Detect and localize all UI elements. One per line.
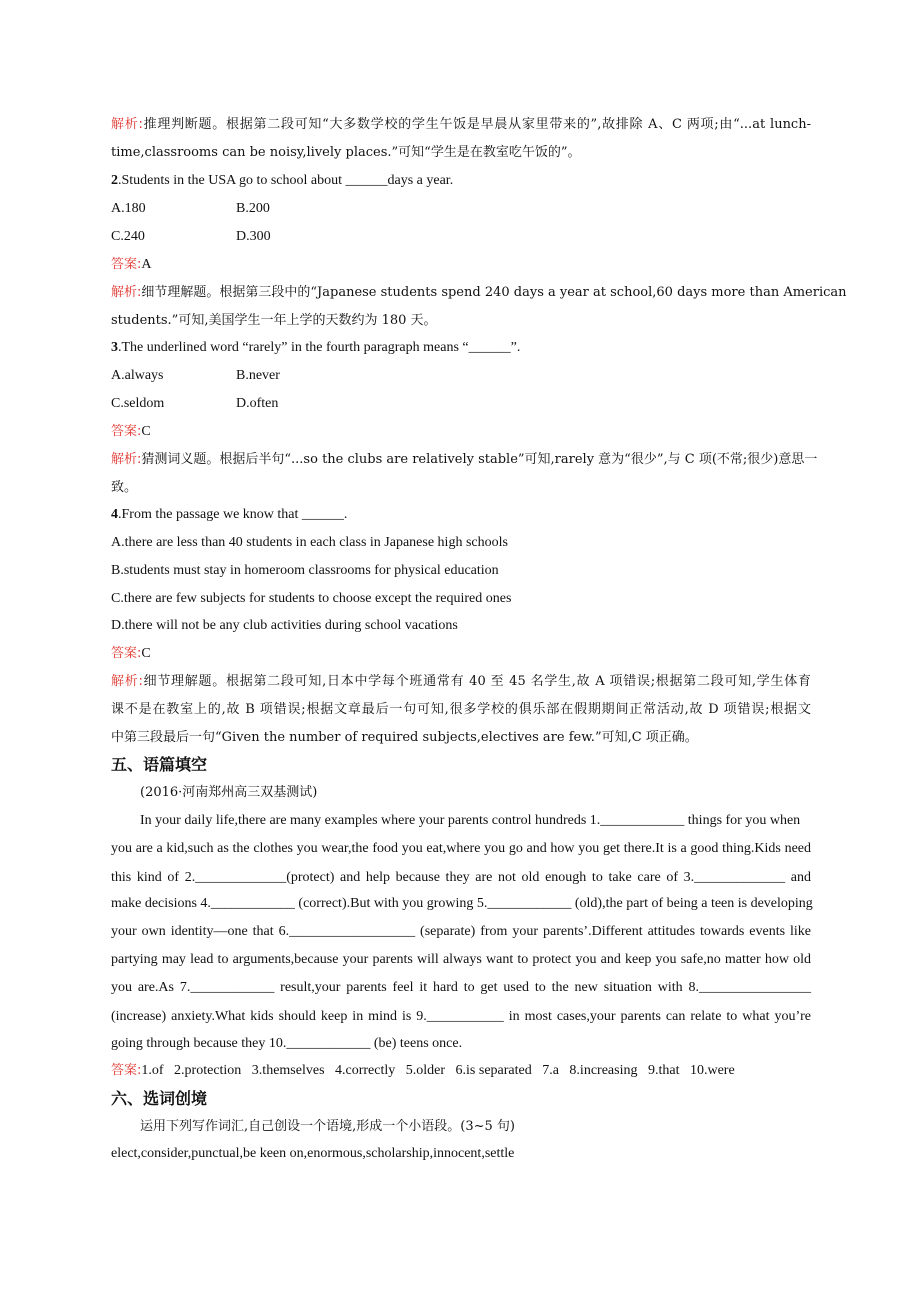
q4-option-c: C.there are few subjects for students to choose except the required ones bbox=[111, 591, 512, 606]
q4-stem bbox=[111, 505, 811, 525]
section-6-title: 六、选词创境 bbox=[111, 1089, 208, 1108]
question-number: 2 bbox=[111, 173, 118, 188]
q2-stem bbox=[111, 171, 811, 191]
q3-analysis-line-1 bbox=[111, 450, 818, 470]
section-5-source: (2016·河南郑州高三双基测试) bbox=[140, 785, 318, 800]
q2-option-c: C.240 bbox=[111, 229, 145, 244]
analysis-tag: 解析: bbox=[111, 117, 143, 132]
passage-line-4: make decisions 4.____________ (correct).But with you growing 5.____________ (old),the part of being a teen is developing bbox=[111, 896, 813, 911]
q4-answer bbox=[111, 644, 811, 664]
q2-option-a: A.180 bbox=[111, 201, 146, 216]
q3-answer bbox=[111, 422, 811, 442]
q2-answer bbox=[111, 255, 811, 275]
q4-analysis-line-1 bbox=[111, 672, 811, 692]
passage-line-6: partying may lead to arguments,because your parents will always want to protect you and keep you safe,no matter how old bbox=[111, 952, 811, 967]
section-6-word-list: elect,consider,punctual,be keen on,enormous,scholarship,innocent,settle bbox=[111, 1146, 515, 1161]
answer-value: C bbox=[141, 646, 151, 661]
passage-line-7: you are.As 7.____________ result,your parents feel it hard to get used to the new situation with 8.________________ bbox=[111, 980, 811, 995]
q1-analysis-line-1 bbox=[111, 115, 811, 135]
q3-analysis-line-2 bbox=[111, 478, 811, 498]
answer-tag: 答案: bbox=[111, 257, 142, 272]
analysis-text: 猜测词义题。根据后半句“...so the clubs are relatively stable”可知,rarely 意为“很少”,与 C 项(不常;很少)意思一 bbox=[141, 452, 818, 467]
answer-tag: 答案: bbox=[111, 646, 142, 661]
q1-analysis-line-2 bbox=[111, 143, 811, 163]
q2-option-b: B.200 bbox=[236, 201, 270, 216]
question-text: .From the passage we know that ______. bbox=[118, 507, 348, 522]
answer-value: A bbox=[141, 257, 152, 272]
analysis-tag: 解析: bbox=[111, 285, 142, 300]
section-5-title: 五、语篇填空 bbox=[111, 755, 208, 774]
q2-option-d: D.300 bbox=[236, 229, 271, 244]
q4-option-a: A.there are less than 40 students in each class in Japanese high schools bbox=[111, 535, 508, 550]
section-6-instruction: 运用下列写作词汇,自己创设一个语境,形成一个小语段。(3~5 句) bbox=[140, 1119, 515, 1134]
q4-option-d: D.there will not be any club activities during school vacations bbox=[111, 618, 458, 633]
q2-analysis-line-2 bbox=[111, 311, 811, 331]
answer-tag: 答案: bbox=[111, 1063, 142, 1078]
q3-option-c: C.seldom bbox=[111, 396, 165, 411]
q4-option-b: B.students must stay in homeroom classrooms for physical education bbox=[111, 563, 499, 578]
question-number: 3 bbox=[111, 340, 118, 355]
q3-option-d: D.often bbox=[236, 396, 279, 411]
passage-line-2: you are a kid,such as the clothes you wear,the food you eat,where you go and how you get there.It is a good thing.Kids need bbox=[111, 841, 811, 856]
passage-line-3: this kind of 2._____________(protect) and help because they are not old enough to take care of 3._____________ and bbox=[111, 870, 811, 885]
question-text: .The underlined word “rarely” in the fourth paragraph means “______”. bbox=[118, 340, 521, 355]
passage-line-5: your own identity—one that 6.__________________ (separate) from your parents’.Different attitudes towards events like bbox=[111, 924, 811, 939]
analysis-text: time,classrooms can be noisy,lively places.”可知“学生是在教室吃午饭的”。 bbox=[111, 145, 581, 160]
analysis-text: 推理判断题。根据第二段可知“大多数学校的学生午饭是早晨从家里带来的”,故排除 A、C 两项;由“...at lunch- bbox=[142, 117, 811, 132]
analysis-text: students.”可知,美国学生一年上学的天数约为 180 天。 bbox=[111, 313, 437, 328]
section-5-answers bbox=[111, 1061, 811, 1081]
q4-analysis-line-3 bbox=[111, 728, 811, 748]
q3-stem bbox=[111, 338, 811, 358]
analysis-tag: 解析: bbox=[111, 674, 143, 689]
question-text: .Students in the USA go to school about ______days a year. bbox=[118, 173, 454, 188]
question-number: 4 bbox=[111, 507, 118, 522]
analysis-text: 细节理解题。根据第二段可知,日本中学每个班通常有 40 至 45 名学生,故 A 项错误;根据第二段可知,学生体育 bbox=[142, 674, 812, 689]
analysis-text: 细节理解题。根据第三段中的“Japanese students spend 240 days a year at school,60 days more than American bbox=[141, 285, 847, 300]
passage-line-1: In your daily life,there are many examples where your parents control hundreds 1.____________ things for you when bbox=[140, 813, 801, 828]
analysis-tag: 解析: bbox=[111, 452, 142, 467]
q3-option-a: A.always bbox=[111, 368, 164, 383]
answer-list: 1.of 2.protection 3.themselves 4.correctly 5.older 6.is separated 7.a 8.increasing 9.that 10.were bbox=[141, 1063, 735, 1078]
passage-line-8: (increase) anxiety.What kids should keep in mind is 9.___________ in most cases,your parents can relate to what you’re bbox=[111, 1009, 811, 1024]
answer-tag: 答案: bbox=[111, 424, 142, 439]
q4-analysis-line-2: 课不是在教室上的,故 B 项错误;根据文章最后一句可知,很多学校的俱乐部在假期期间正常活动,故 D 项错误;根据文 bbox=[111, 702, 811, 717]
q2-analysis-line-1 bbox=[111, 283, 847, 303]
answer-value: C bbox=[141, 424, 151, 439]
passage-line-9: going through because they 10.____________ (be) teens once. bbox=[111, 1036, 463, 1051]
analysis-text: 致。 bbox=[111, 480, 138, 495]
q3-option-b: B.never bbox=[236, 368, 280, 383]
analysis-text: 中第三段最后一句“Given the number of required subjects,electives are few.”可知,C 项正确。 bbox=[111, 730, 698, 745]
